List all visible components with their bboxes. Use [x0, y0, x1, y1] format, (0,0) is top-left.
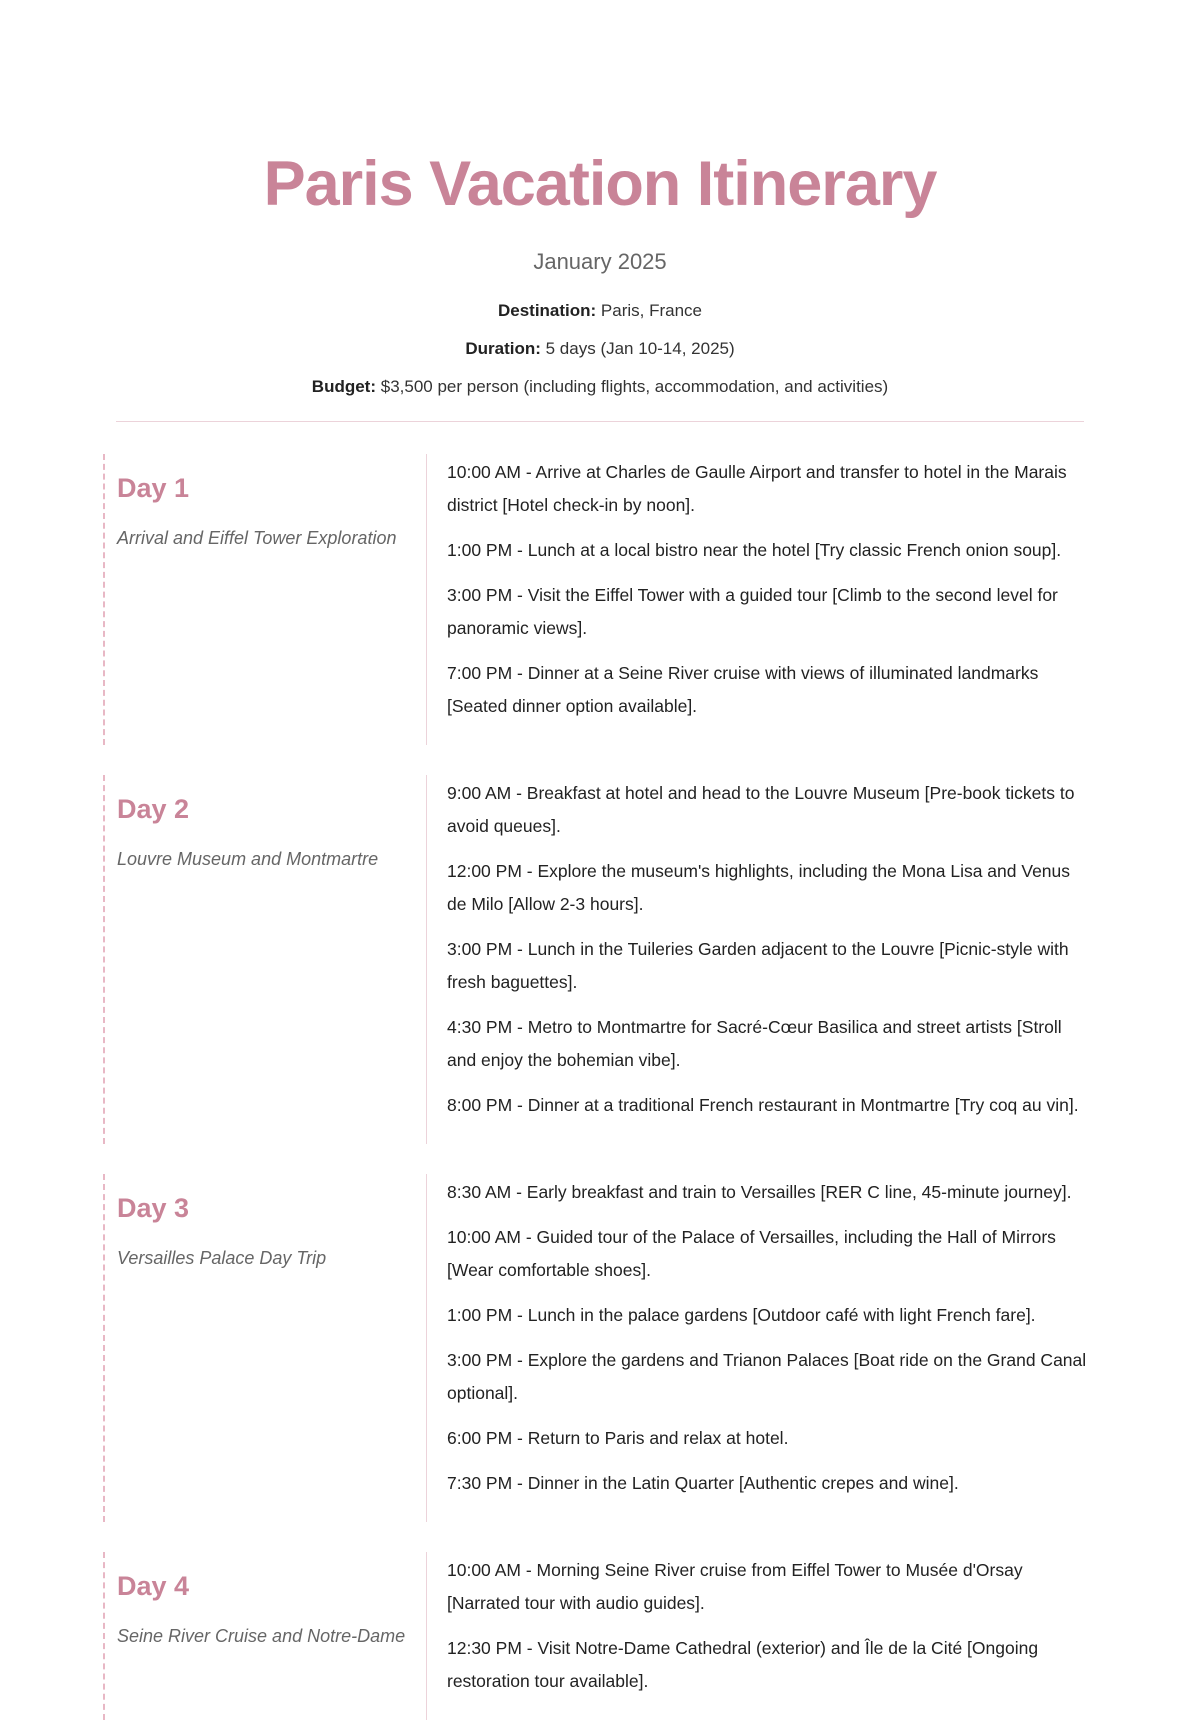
duration-value: 5 days (Jan 10-14, 2025) — [540, 339, 735, 359]
activity-time: 4:30 PM — [447, 1017, 513, 1038]
day-subtitle: Louvre Museum and Montmartre — [117, 849, 379, 870]
activity-time: 9:00 AM — [447, 783, 512, 804]
header-divider — [116, 421, 1084, 422]
activity-time: 1:00 PM — [447, 540, 513, 561]
day-subtitle: Seine River Cruise and Notre-Dame — [117, 1626, 406, 1647]
duration-line — [0, 339, 1200, 359]
activity-time: 8:00 PM — [447, 1095, 513, 1116]
day-section-4 — [103, 1552, 1093, 1720]
budget-line — [0, 377, 1200, 397]
day-subtitle: Arrival and Eiffel Tower Exploration — [117, 528, 397, 549]
activity-item — [447, 657, 1093, 723]
page-title: Paris Vacation Itinerary — [263, 149, 937, 219]
activity-list — [426, 454, 1093, 745]
activity-item — [447, 1089, 1093, 1122]
day-title: Day 2 — [117, 794, 190, 825]
activity-item — [447, 579, 1093, 645]
destination-label: Destination: — [497, 301, 597, 321]
activity-text: - Lunch in the Tuileries Garden adjacent to the Louvre [Picnic-style with fresh baguettes]. — [447, 939, 1069, 993]
destination-value: Paris, France — [596, 301, 703, 321]
activity-item — [447, 1422, 1093, 1455]
activity-time: 7:30 PM — [447, 1473, 513, 1494]
activity-item — [447, 855, 1093, 921]
day-title: Day 4 — [117, 1571, 190, 1602]
activity-time: 10:00 AM — [447, 462, 521, 483]
document-header — [0, 0, 1200, 397]
duration-label: Duration: — [465, 339, 541, 359]
activity-item — [447, 1299, 1093, 1332]
activity-text: - Guided tour of the Palace of Versailles, including the Hall of Mirrors [Wear comfortable shoes]. — [447, 1227, 1056, 1281]
activity-item — [447, 1176, 1093, 1209]
budget-value: $3,500 per person (including flights, accommodation, and activities) — [376, 377, 889, 397]
activity-list — [426, 1174, 1093, 1522]
activity-item — [447, 777, 1093, 843]
activity-text: - Dinner at a traditional French restaurant in Montmartre [Try coq au vin]. — [512, 1095, 1079, 1116]
activity-text: - Dinner at a Seine River cruise with views of illuminated landmarks [Seated dinner option available]. — [447, 663, 1039, 717]
day-section-1 — [103, 454, 1093, 745]
activity-time: 8:30 AM — [447, 1182, 512, 1203]
activity-text: - Morning Seine River cruise from Eiffel Tower to Musée d'Orsay [Narrated tour with audio guides]. — [447, 1560, 1023, 1614]
activity-text: - Lunch in the palace gardens [Outdoor café with light French fare]. — [512, 1305, 1036, 1326]
activity-list — [426, 775, 1093, 1144]
day-label-column — [103, 775, 426, 1144]
activity-time: 12:30 PM — [447, 1638, 522, 1659]
day-section-3 — [103, 1174, 1093, 1522]
activity-time: 10:00 AM — [447, 1560, 521, 1581]
activity-time: 3:00 PM — [447, 939, 513, 960]
activity-time: 12:00 PM — [447, 861, 522, 882]
activity-time: 6:00 PM — [447, 1428, 513, 1449]
activity-time: 10:00 AM — [447, 1227, 521, 1248]
day-section-2 — [103, 775, 1093, 1144]
activity-text: - Visit Notre-Dame Cathedral (exterior) and Île de la Cité [Ongoing restoration tour available]. — [447, 1638, 1039, 1692]
activity-text: - Metro to Montmartre for Sacré-Cœur Basilica and street artists [Stroll and enjoy the bohemian vibe]. — [447, 1017, 1062, 1071]
activity-time: 7:00 PM — [447, 663, 513, 684]
activity-text: - Breakfast at hotel and head to the Louvre Museum [Pre-book tickets to avoid queues]. — [447, 783, 1075, 837]
activity-item — [447, 1344, 1093, 1410]
day-label-column — [103, 1552, 426, 1720]
activity-text: - Return to Paris and relax at hotel. — [512, 1428, 789, 1449]
day-label-column — [103, 1174, 426, 1522]
itinerary-date: January 2025 — [533, 249, 667, 275]
activity-item — [447, 933, 1093, 999]
activity-text: - Lunch at a local bistro near the hotel [Try classic French onion soup]. — [512, 540, 1062, 561]
activity-text: - Arrive at Charles de Gaulle Airport and transfer to hotel in the Marais district [Hotel check-in by noon]. — [447, 462, 1067, 516]
activity-item — [447, 1554, 1093, 1620]
budget-label: Budget: — [311, 377, 377, 397]
activity-list — [426, 1552, 1093, 1720]
activity-item — [447, 1632, 1093, 1698]
activity-time: 1:00 PM — [447, 1305, 513, 1326]
activity-text: - Visit the Eiffel Tower with a guided tour [Climb to the second level for panoramic views]. — [447, 585, 1058, 639]
day-subtitle: Versailles Palace Day Trip — [117, 1248, 327, 1269]
activity-item — [447, 1011, 1093, 1077]
activity-text: - Early breakfast and train to Versailles [RER C line, 45-minute journey]. — [511, 1182, 1072, 1203]
day-label-column — [103, 454, 426, 745]
activity-text: - Dinner in the Latin Quarter [Authentic crepes and wine]. — [512, 1473, 959, 1494]
activity-item — [447, 534, 1093, 567]
activity-text: - Explore the gardens and Trianon Palaces [Boat ride on the Grand Canal optional]. — [447, 1350, 1087, 1404]
activity-item — [447, 456, 1093, 522]
day-title: Day 3 — [117, 1193, 190, 1224]
activity-text: - Explore the museum's highlights, including the Mona Lisa and Venus de Milo [Allow 2-3 hours]. — [447, 861, 1071, 915]
day-title: Day 1 — [117, 473, 190, 504]
activity-item — [447, 1221, 1093, 1287]
activity-time: 3:00 PM — [447, 1350, 513, 1371]
destination-line — [0, 301, 1200, 321]
activity-item — [447, 1467, 1093, 1500]
activity-time: 3:00 PM — [447, 585, 513, 606]
trip-summary — [0, 301, 1200, 397]
day-list — [0, 454, 1200, 1720]
